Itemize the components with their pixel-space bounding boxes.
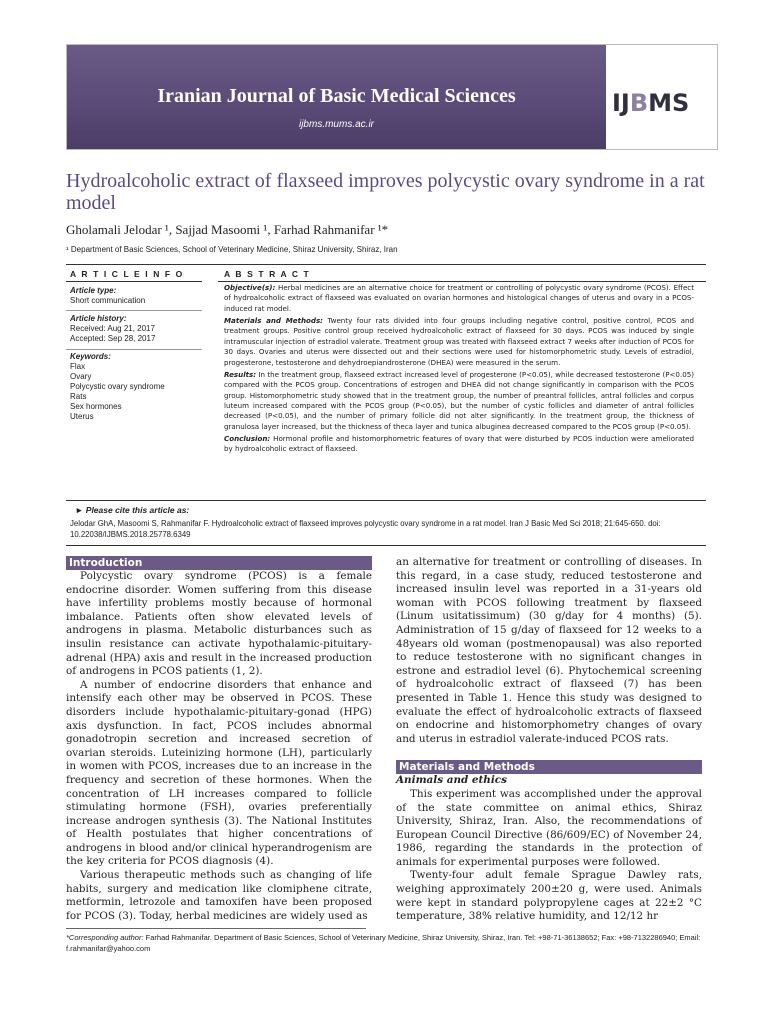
keyword: Polycystic ovary syndrome	[70, 382, 165, 391]
divider	[218, 281, 706, 282]
journal-banner	[66, 44, 718, 150]
journal-logo: IJBMS	[612, 89, 690, 117]
paragraph: Twenty-four adult female Sprague Dawley rats, weighing approximately 200±20 g, were used. Animals were kept in standard polypropylene cages at 22±2 °C temperature, 38% relative humidity, and 12/12 hr	[396, 869, 702, 923]
affiliation: ¹ Department of Basic Sciences, School of Veterinary Medicine, Shiraz University, Shiraz, Iran	[66, 245, 398, 254]
section-heading-methods: Materials and Methods	[396, 760, 702, 774]
article-type: Article type: Short communication	[70, 286, 146, 305]
keyword: Uterus	[70, 412, 94, 421]
divider	[66, 281, 202, 282]
journal-url[interactable]: ijbms.mums.ac.ir	[298, 119, 374, 130]
banner-band	[67, 45, 606, 149]
paragraph: Polycystic ovary syndrome (PCOS) is a female endocrine disorder. Women suffering from this disease have infertility problems mostly because of hormonal imbalance. Patients often show elevated levels of androgens in plasma. Metabolic disturbances such as insulin resistance can activate hypothalamic-pituitary-adrenal (HPA) axis and result in the increased production of androgens in PCOS patients (1, 2).	[66, 570, 372, 678]
article-title: Hydroalcoholic extract of flaxseed improves polycystic ovary syndrome in a rat model	[66, 170, 705, 214]
right-column	[396, 556, 702, 924]
subsection-heading: Animals and ethics	[396, 774, 507, 787]
keyword: Flax	[70, 362, 86, 371]
author-list: Gholamali Jelodar ¹, Sajjad Masoomi ¹, Farhad Rahmanifar ¹*	[66, 222, 389, 237]
paragraph: Various therapeutic methods such as changing of life habits, surgery and medication like clomiphene citrate, metformin, letrozole and tamoxifen have been proposed for PCOS (3). Today, herbal medicines are widely used as	[66, 869, 372, 922]
divider	[66, 500, 706, 501]
footnote-divider	[66, 928, 366, 929]
article-info-heading: A R T I C L E I N F O	[70, 269, 184, 279]
keyword: Sex hormones	[70, 402, 122, 411]
paragraph: an alternative for treatment or controlling of diseases. In this regard, in a case study, reduced testosterone and increased insulin level was reported in a 31-years old woman with PCOS following treatment by flaxseed (Linum usitatissimum) (30 g/day for 4 months) (5). Administration of 15 g/day of flaxseed for 12 weeks to a 48years old woman (postmenopausal) was also reported to reduce testosterone with no significant changes in estrone and estradiol level (6). Phytochemical screening of hydroalcoholic extract of flaxseed (7) has been presented in Table 1. Hence this study was designed to evaluate the effect of hydroalcoholic extracts of flaxseed on endocrine and histomorphometry changes of ovary and uterus in estradiol valerate-induced PCOS rats.	[396, 556, 702, 745]
left-column	[66, 556, 372, 923]
abstract-body: Objective(s): Herbal medicines are an alternative choice for treatment or controlling of polycystic ovary syndrome (PCOS). Effect of hydroalcoholic extract of flaxseed was evaluated on ovarian hormones and histological changes of uterus and ovary in a PCOS-induced rat model. Materials and Methods: Twenty four rats divided into four groups including negative control, positive control, PCOS and treatment groups. Positive control group received hydroalcoholic extract of flaxseed for 30 days. PCOS was induced by single intramuscular injection of estradiol valerate. Treatment group was treated with flaxseed extract 7 weeks after induction of PCOS for 30 days. Ovaries and uterus were dissected out and their sections were used for histomorphometric study. Levels of estradiol, progesterone, testosterone and dehydroepiandrosterone (DHEA) were measured in the serum. Results: In the treatment group, flaxseed extract increased level of progesterone (P<0.05), while decreased testosterone (P<0.05) compared with the PCOS group. Concentrations of estrogen and DHEA did not change significantly in comparison with the PCOS group. Histomorphometric study showed that in the treatment group, the number of preantral follicles, antral follicles and corpus luteum increased compared with the PCOS group (P<0.05), but the number of cystic follicles and diameter of antral follicles decreased (P<0.05), and the number of primary follicle did not alter significantly. In the treatment group, the thickness of granulosa layer increased, but the thickness of theca layer and tunica albuginea decreased compared to the PCOS group (P<0.05). Conclusion: Hormonal profile and histomorphometric features of ovary that were disturbed by PCOS induction were ameliorated by hydroalcoholic extract of flaxseed.	[224, 283, 694, 454]
journal-title: Iranian Journal of Basic Medical Sciences	[157, 85, 516, 107]
keywords: Keywords: Flax Ovary Polycystic ovary syndrome Rats Sex hormones Uterus	[70, 352, 165, 421]
divider	[66, 349, 202, 350]
citation-text: Jelodar GhA, Masoomi S, Rahmanifar F. Hydroalcoholic extract of flaxseed improves polycystic ovary syndrome in a rat model. Iran J Basic Med Sci 2018; 21:645-650. doi: 10.22038/IJBMS.2018.25778.6349	[70, 519, 661, 539]
keyword: Ovary	[70, 372, 92, 381]
abstract-heading: A B S T R A C T	[224, 269, 311, 279]
section-heading-introduction: Introduction	[66, 556, 372, 570]
divider	[66, 310, 202, 311]
citation-heading: ► Please cite this article as:	[75, 505, 190, 515]
footnote: *Corresponding author: Farhad Rahmanifar. Department of Basic Sciences, School of Veterinary Medicine, Shiraz University, Shiraz, Iran. Tel: +98-71-36138652; Fax: +98-7132286940; Email: f.rahmanifar@yahoo.com	[66, 933, 701, 953]
article-history: Article history: Received: Aug 21, 2017 Accepted: Sep 28, 2017	[70, 314, 156, 343]
divider	[66, 545, 706, 546]
paragraph: This experiment was accomplished under the approval of the state committee on animal ethics, Shiraz University, Shiraz, Iran. Also, the recommendations of European Council Directive (86/609/EC) of November 24, 1986, regarding the standards in the protection of animals for experimental purposes were followed.	[396, 787, 702, 868]
keyword: Rats	[70, 392, 87, 401]
divider	[66, 264, 706, 265]
paragraph: A number of endocrine disorders that enhance and intensify each other may be observed in PCOS. These disorders include hypothalamic-pituitary-gonad (HPG) axis dysfunction. In fact, PCOS includes abnormal gonadotropin secretion and increased secretion of ovarian steroids. Luteinizing hormone (LH), particularly in women with PCOS, increases due to an increase in the frequency and secretion of these hormones. When the concentration of LH increases compared to follicle stimulating hormone (FSH), ovaries preferentially increase androgen synthesis (3). The National Institutes of Health postulates that higher concentrations of androgens in blood and/or clinical hyperandrogenism are the key criteria for PCOS diagnosis (4).	[66, 678, 372, 868]
